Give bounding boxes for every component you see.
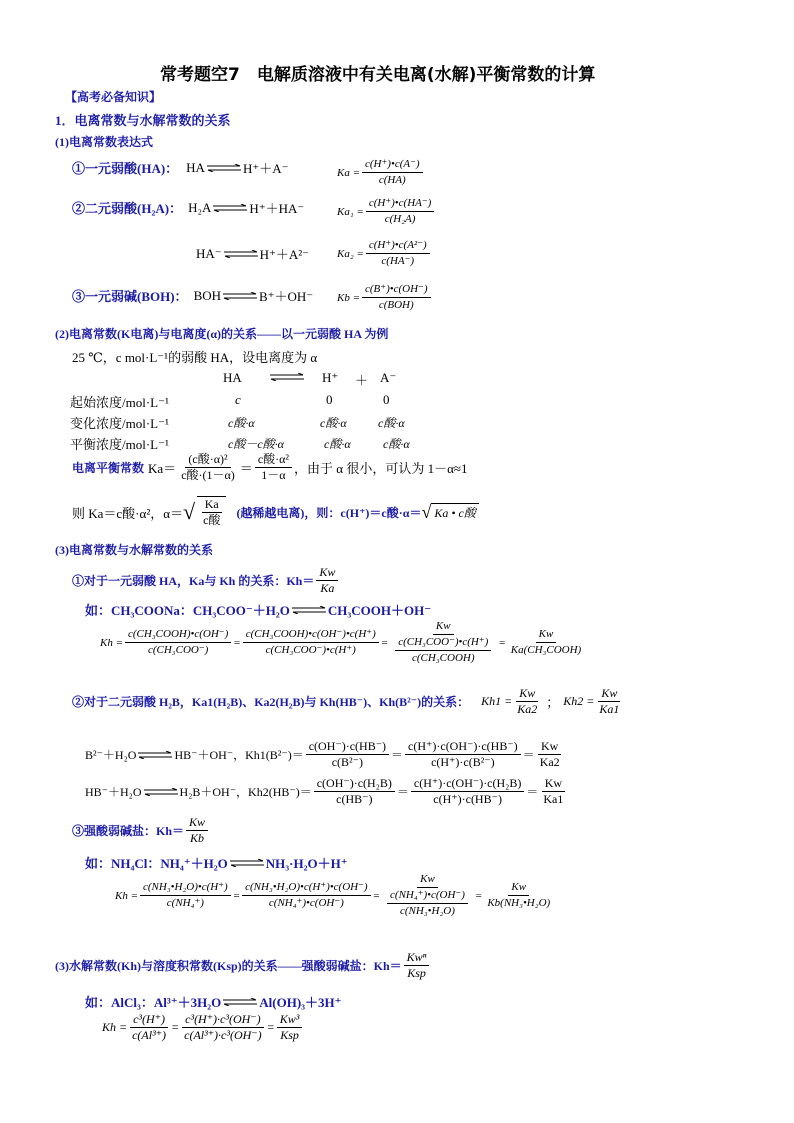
example-right: CH₃COOH＋OH⁻ xyxy=(327,603,432,618)
ksp-relation-heading xyxy=(55,950,431,981)
table-cell: c酸·α xyxy=(320,416,347,430)
equilibrium-arrow-icon xyxy=(144,788,178,796)
nested-denominator: c(NH₃•H₂O) xyxy=(400,905,455,917)
fraction-denominator: Ka2 xyxy=(539,755,560,769)
kb-expression xyxy=(337,282,433,313)
equation-left: H₂A xyxy=(188,199,212,215)
sqrt-numerator: Ka xyxy=(202,497,222,513)
table-row-label: 平衡浓度/mol·L⁻¹ xyxy=(70,437,169,452)
kb-denominator: c(BOH) xyxy=(378,299,414,311)
relation-2-label: ②对于二元弱酸 H₂B，Ka1(H₂B)、Ka2(H₂B)与 Kh(HB⁻)、Kh(B²⁻)的关系： xyxy=(72,695,470,709)
kb-denominator: Kb xyxy=(190,831,205,845)
ka-numerator-1: (c酸·α)² xyxy=(185,452,230,468)
sqrt-denominator: c酸 xyxy=(203,513,221,527)
dilution-note: (越稀越电离)，则：c(H⁺)＝c酸·α＝ xyxy=(236,505,422,520)
kw-numerator: Kw xyxy=(316,565,338,581)
b2-hydrolysis-equation: B²⁻＋H₂O HB⁻＋OH⁻，Kh1(B²⁻)＝ $\frac{c(OH^-)\cdot c(HB^-)}{\text{c(B²⁻)}}$ ＝ $\frac{c(H^+)\cdot c(OH^-)\cdot c(HB^-)}{\text{c(H⁺)·c(B²⁻)}}$ ＝ $\frac{Kw}{Ka2}$ xyxy=(85,739,565,770)
table-cell: 0 xyxy=(326,392,333,407)
ka2-symbol: Ka₂ = xyxy=(337,247,364,260)
fraction-denominator: Kb(NH₃•H₂O) xyxy=(487,897,551,909)
alcl3-kh-derivation: Kh = $\frac{\text{c³(H⁺)}}{\text{c(Al³⁺)}}$ = $\frac{\text{c³(H⁺)·c³(OH⁻)}}{\text{c(Al³⁺)·c³(OH⁻)}}$ = $\frac{\text{Kw³}}{\text{Ksp}}$ xyxy=(102,1012,304,1043)
subsection-2-heading: (2)电离常数(K电离)与电离度(α)的关系——以一元弱酸 HA 为例 xyxy=(55,327,389,341)
fraction-numerator: c(OH⁻)·c(HB⁻) xyxy=(306,739,389,755)
kb-numerator: c(B⁺)•c(OH⁻) xyxy=(362,282,431,298)
fraction-numerator: c(CH₃COOH)•c(OH⁻)•c(H⁺) xyxy=(243,627,379,643)
ka-lhs: Ka＝ xyxy=(148,461,177,476)
equation-right: H₂B＋OH⁻，Kh2(HB⁻)＝ xyxy=(179,785,312,799)
kh1-symbol: Kh1 = xyxy=(481,694,513,708)
fraction-numerator: c(NH₃•H₂O)•c(H⁺) xyxy=(140,880,231,896)
ka2-numerator: c(H⁺)•c(A²⁻) xyxy=(366,238,430,254)
ka2-expression xyxy=(337,238,432,269)
fraction-denominator: c(B²⁻) xyxy=(331,755,363,769)
weak-base-equation xyxy=(72,286,313,305)
nh4cl-kh-derivation: Kh = $\frac{\text{c(NH₃•H₂O)•c(H⁺)}}{\text{c(NH₄⁺)}}$ = $\frac{\text{c(NH₃•H₂O)•c(H⁺)•c(OH⁻)}}{\text{c(NH₄⁺)•c(OH⁻)}}$ = $\frac{Kw}{\frac{\text{c(NH₄⁺)•c(OH⁻)}}{\text{c(NH₃•H₂O)}}}$ = $\frac{Kw}{\text{Kb(NH₃•H₂O)}}$ xyxy=(115,872,555,919)
equation-right: H⁺＋A⁻ xyxy=(242,161,289,176)
equilibrium-arrow-icon xyxy=(223,998,257,1006)
equilibrium-arrow-icon xyxy=(213,204,247,212)
table-head-a: A⁻ xyxy=(380,370,397,385)
page-title: 常考题空7 电解质溶液中有关电离(水解)平衡常数的计算 xyxy=(160,65,596,85)
kwn-numerator: Kwⁿ xyxy=(404,950,430,966)
example-right: NH₃·H₂O＋H⁺ xyxy=(265,856,348,871)
ka1-symbol: Ka₁ = xyxy=(337,205,364,218)
fraction-numerator: Kw xyxy=(538,739,561,755)
ka-label: 电离平衡常数 xyxy=(72,461,145,475)
equation-right: H⁺＋HA⁻ xyxy=(249,201,305,216)
fraction-denominator: c(Al³⁺) xyxy=(132,1028,167,1042)
fraction-numerator: c³(H⁺) xyxy=(130,1012,168,1028)
alpha-lhs: 则 Ka＝c酸·α²，α＝ xyxy=(72,505,184,521)
ka-numerator: c(H⁺)•c(A⁻) xyxy=(362,157,423,173)
fraction-numerator: c(H⁺)·c(OH⁻)·c(H₂B) xyxy=(411,776,524,792)
monoprotic-kh-relation xyxy=(72,565,340,596)
subsection-2-intro: 25 ℃，c mol·L⁻¹的弱酸 HA，设电离度为 α xyxy=(72,350,318,365)
fraction-numerator: Kw xyxy=(433,619,454,635)
ka-denominator: c(HA) xyxy=(378,174,406,186)
ka1-numerator: c(H⁺)•c(HA⁻) xyxy=(366,196,435,212)
ka2-denominator: c(HA⁻) xyxy=(381,255,415,267)
strong-acid-weak-base-relation xyxy=(72,815,210,846)
fraction-numerator: Kw³ xyxy=(277,1012,303,1028)
equation-left: HA⁻ xyxy=(196,245,222,261)
subsection-3-heading: (3)电离常数与水解常数的关系 xyxy=(55,543,213,557)
fraction-denominator: c(NH₄⁺) xyxy=(166,897,204,909)
diprotic-acid-label: ②二元弱酸(H₂A)： xyxy=(72,201,183,216)
ka-expression xyxy=(337,157,425,188)
table-head-plus: ＋ xyxy=(355,373,369,388)
fraction-denominator: c(HB⁻) xyxy=(336,792,373,806)
equilibrium-arrow-icon xyxy=(292,606,326,614)
equilibrium-arrow-icon xyxy=(138,751,172,759)
alcl3-equation xyxy=(85,992,342,1011)
fraction-numerator: Kw xyxy=(536,627,557,643)
table-cell: c酸－c酸·α xyxy=(228,437,284,451)
kw-numerator: Kw xyxy=(186,815,208,831)
diprotic-kh-relation: ②对于二元弱酸 H₂B，Ka1(H₂B)、Ka2(H₂B)与 Kh(HB⁻)、Kh(B²⁻)的关系： Kh1 = $\frac{Kw}{Ka2}$ ； Kh2 = $\frac{Kw}{Ka1}$ xyxy=(72,686,624,717)
fraction-denominator: c(CH₃COO⁻)•c(H⁺) xyxy=(265,644,356,656)
ka-denominator-2: 1－α xyxy=(261,468,286,482)
ch3coona-kh-derivation: Kh = $\frac{\text{c(CH₃COOH)•c(OH⁻)}}{\text{c(CH₃COO⁻)}}$ = $\frac{\text{c(CH₃COOH)•c(OH⁻)•c(H⁺)}}{\text{c(CH₃COO⁻)•c(H⁺)}}$ = $\frac{Kw}{\frac{\text{c(CH₃COO⁻)•c(H⁺)}}{\text{c(CH₃COOH)}}}$ = $\frac{Kw}{\text{Ka(CH₃COOH)}}$ xyxy=(100,619,586,666)
nh4cl-equation xyxy=(85,853,348,872)
equation-right: H⁺＋A²⁻ xyxy=(259,247,310,262)
alpha-formula: 则 Ka＝c酸·α²，α＝ √ $\frac{Ka}{\text{c酸}}$ (越稀越电离)，则：c(H⁺)＝c酸·α＝ √ Ka • c酸 xyxy=(72,496,479,528)
subsection-4-heading: (3)水解常数(Kh)与溶度积常数(Ksp)的关系——强酸弱碱盐：Kh＝ xyxy=(55,959,402,973)
fraction-numerator: c³(H⁺)·c³(OH⁻) xyxy=(182,1012,264,1028)
nested-numerator: c(NH₄⁺)•c(OH⁻) xyxy=(387,888,468,904)
table-cell: c酸·α xyxy=(228,416,255,430)
equation-right: HB⁻＋OH⁻，Kh1(B²⁻)＝ xyxy=(174,748,304,762)
equation-right: B⁺＋OH⁻ xyxy=(259,289,314,304)
kh2-numerator: Kw xyxy=(598,686,620,702)
equilibrium-arrow-icon xyxy=(223,292,257,300)
equation-left: HA xyxy=(186,159,205,175)
fraction-numerator: Kw xyxy=(417,872,438,888)
fraction-denominator: Ka1 xyxy=(543,792,564,806)
ksp-denominator: Ksp xyxy=(407,966,426,980)
fraction-denominator: Ka(CH₃COOH) xyxy=(510,644,582,656)
fraction-denominator: c(NH₄⁺)•c(OH⁻) xyxy=(268,897,344,909)
fraction-numerator: c(OH⁻)·c(H₂B) xyxy=(314,776,395,792)
table-row-label: 变化浓度/mol·L⁻¹ xyxy=(70,416,169,431)
kh2-symbol: Kh2 = xyxy=(563,694,595,708)
equilibrium-arrow-icon xyxy=(230,859,264,867)
kh1-denominator: Ka2 xyxy=(517,702,538,716)
ka-denominator: Ka xyxy=(320,581,335,595)
table-head-h: H⁺ xyxy=(322,370,339,385)
kh2-denominator: Ka1 xyxy=(599,702,620,716)
equation-left: BOH xyxy=(193,287,222,303)
ka-symbol: Ka = xyxy=(337,166,361,179)
kb-symbol: Kb = xyxy=(337,291,361,304)
section-tag: 【高考必备知识】 xyxy=(65,90,162,104)
weak-base-label: ③一元弱碱(BOH)： xyxy=(72,289,188,304)
relation-3-label: ③强酸弱碱盐：Kh＝ xyxy=(72,824,185,838)
nested-denominator: c(CH₃COOH) xyxy=(412,652,475,664)
table-cell: c酸·α xyxy=(324,437,351,451)
ka1-denominator: c(H₂A) xyxy=(384,213,416,225)
ka-denominator-1: c酸·(1－α) xyxy=(181,468,235,482)
h-concentration-result: Ka • c酸 xyxy=(431,503,479,521)
subsection-1-heading: (1)电离常数表达式 xyxy=(55,135,153,149)
fraction-denominator: c(CH₃COO⁻) xyxy=(147,644,209,656)
kh1-numerator: Kw xyxy=(516,686,538,702)
table-cell: c酸·α xyxy=(378,416,405,430)
equilibrium-arrow-icon xyxy=(224,250,258,258)
hb-hydrolysis-equation: HB⁻＋H₂O H₂B＋OH⁻，Kh2(HB⁻)＝ $\frac{\text{c(OH⁻)·c(H₂B)}}{c(HB^-)}$ ＝ $\frac{\text{c(H⁺)·c(OH⁻)·c(H₂B)}}{c(H^+)\cdot c(HB^-)}$ ＝ $\frac{Kw}{Ka1}$ xyxy=(85,776,568,807)
ka-numerator-2: c酸·α² xyxy=(255,452,292,468)
kh-symbol: Kh = xyxy=(100,636,124,649)
equation-left: B²⁻＋H₂O xyxy=(85,748,137,762)
fraction-denominator: c(H⁺)·c(HB⁻) xyxy=(433,792,502,806)
nested-numerator: c(CH₃COO⁻)•c(H⁺) xyxy=(395,635,491,651)
fraction-denominator: c(Al³⁺)·c³(OH⁻) xyxy=(184,1028,262,1042)
ch3coona-equation xyxy=(85,600,431,619)
ka1-expression xyxy=(337,196,436,227)
ka-note: ，由于 α 很小，可认为 1－α≈1 xyxy=(294,461,468,476)
fraction-numerator: Kw xyxy=(508,880,529,896)
example-left: 如：CH₃COONa：CH₃COO⁻＋H₂O xyxy=(85,603,290,618)
weak-acid-equation xyxy=(72,158,288,177)
diprotic-acid-equation-1 xyxy=(72,198,304,217)
equation-left: HB⁻＋H₂O xyxy=(85,785,142,799)
fraction-denominator: Ksp xyxy=(280,1028,299,1042)
weak-acid-label: ①一元弱酸(HA)： xyxy=(72,161,179,176)
fraction-numerator: Kw xyxy=(542,776,565,792)
kh-symbol: Kh = xyxy=(115,889,139,902)
table-row-label: 起始浓度/mol·L⁻¹ xyxy=(70,395,169,410)
kh-symbol: Kh = xyxy=(102,1020,128,1034)
example-right: Al(OH)₃＋3H⁺ xyxy=(259,995,342,1010)
section-1-heading: 1．电离常数与水解常数的关系 xyxy=(55,113,231,128)
ka-ionization-formula: 电离平衡常数 Ka＝ $\frac{\text{(c酸·α)²}}{\text{c酸·(1－α)}}$ ＝ $\frac{\text{c酸·α²}}{1-\alpha}$ ，由于 α 很小，可认为 1－α≈1 xyxy=(72,452,468,482)
equilibrium-arrow-icon xyxy=(270,373,304,381)
table-head-ha: HA xyxy=(223,370,242,385)
fraction-numerator: c(CH₃COOH)•c(OH⁻) xyxy=(125,627,231,643)
example-left: 如：AlCl₃：Al³⁺＋3H₂O xyxy=(85,995,222,1010)
table-cell: c xyxy=(235,392,241,407)
equilibrium-arrow-icon xyxy=(207,164,241,172)
example-left: 如：NH₄Cl：NH₄⁺＋H₂O xyxy=(85,856,228,871)
diprotic-acid-equation-2 xyxy=(196,244,309,263)
table-cell: c酸·α xyxy=(383,437,410,451)
fraction-numerator: c(NH₃•H₂O)•c(H⁺)•c(OH⁻) xyxy=(242,880,370,896)
fraction-denominator: c(H⁺)·c(B²⁻) xyxy=(431,755,495,769)
relation-1-label: ①对于一元弱酸 HA，Ka与 Kh 的关系：Kh＝ xyxy=(72,574,315,588)
fraction-numerator: c(H⁺)·c(OH⁻)·c(HB⁻) xyxy=(405,739,521,755)
table-cell: 0 xyxy=(383,392,390,407)
